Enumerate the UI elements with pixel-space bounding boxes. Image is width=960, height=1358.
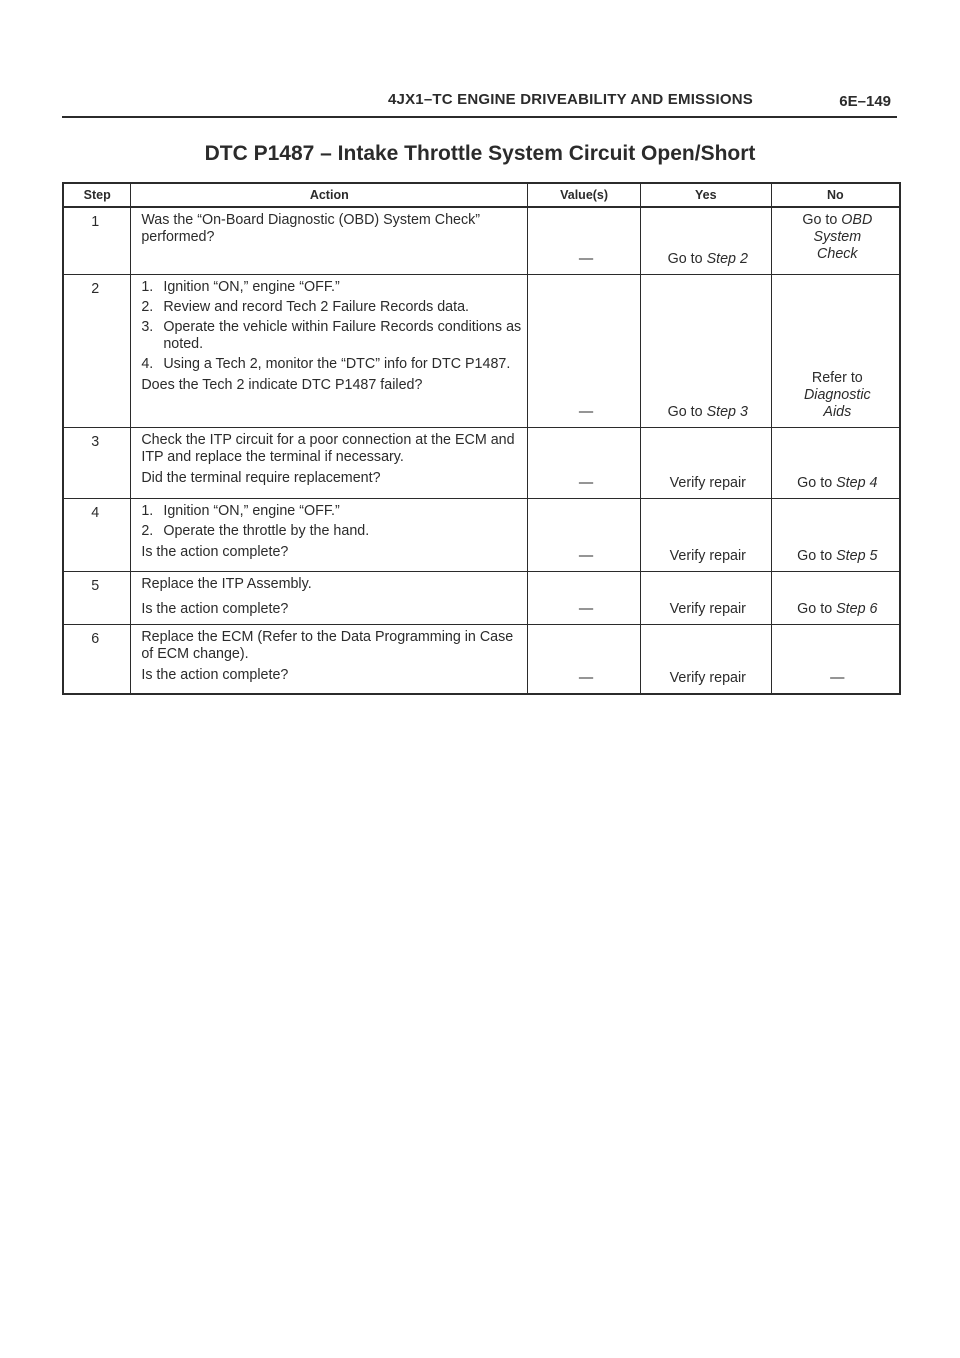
value-cell: —: [528, 571, 641, 624]
no-prefix: Refer to: [811, 369, 863, 386]
yes-cell: Verify repair: [640, 624, 771, 694]
yes-cell: Verify repair: [640, 498, 771, 571]
action-cell: [131, 207, 528, 274]
yes-prefix: Go to: [667, 250, 707, 267]
no-ref-2: System: [813, 229, 862, 245]
value-cell: —: [528, 498, 641, 571]
no-cell: —: [771, 624, 900, 694]
table-header-row: [63, 183, 900, 207]
step-number: 4: [63, 498, 131, 571]
list-item: 1. Ignition “ON,” engine “OFF.”: [141, 502, 340, 519]
section-title: 4JX1–TC ENGINE DRIVEABILITY AND EMISSIONS: [388, 91, 753, 108]
no-step-link: Step 5: [836, 547, 878, 564]
table-row: [63, 427, 900, 498]
document-title: DTC P1487 – Intake Throttle System Circuit Open/Short: [204, 142, 756, 165]
action-text: Replace the ECM (Refer to the Data Programming in Case of ECM change).: [141, 628, 514, 662]
action-cell: [131, 498, 528, 571]
action-steps-list: [141, 279, 521, 373]
no-ref-3: Check: [817, 246, 858, 262]
yes-cell: [640, 207, 771, 274]
action-cell: [131, 274, 528, 427]
yes-cell: Verify repair: [640, 571, 771, 624]
column-header-no: No: [771, 183, 900, 207]
list-item: 4. Using a Tech 2, monitor the “DTC” info for DTC P1487.: [141, 355, 511, 372]
value-cell: —: [528, 624, 641, 694]
column-header-step: Step: [63, 183, 131, 207]
no-ref-2: Aids: [823, 403, 852, 420]
no-prefix: Go to: [797, 600, 837, 617]
action-cell: [131, 624, 528, 694]
page-header: [62, 88, 897, 118]
action-question: Is the action complete?: [141, 666, 289, 683]
action-cell: [131, 571, 528, 624]
yes-prefix: Go to: [667, 403, 707, 420]
action-text: Check the ITP circuit for a poor connection at the ECM and ITP and replace the terminal if necessary.: [141, 431, 515, 465]
yes-step-link: Step 2: [706, 250, 748, 267]
yes-step-link: Step 3: [706, 403, 748, 420]
list-item: 1. Ignition “ON,” engine “OFF.”: [141, 278, 340, 295]
no-prefix: Go to: [802, 212, 842, 228]
list-item: 2. Operate the throttle by the hand.: [141, 522, 370, 539]
table-row: [63, 624, 900, 694]
yes-cell: Verify repair: [640, 427, 771, 498]
step-number: 3: [63, 427, 131, 498]
diagnostic-procedure-table: [62, 182, 901, 695]
table-row: [63, 274, 900, 427]
action-question: Did the terminal require replacement?: [141, 469, 381, 486]
no-cell: [771, 274, 900, 427]
step-number: 5: [63, 571, 131, 624]
action-cell: [131, 427, 528, 498]
page-number: 6E–149: [839, 93, 891, 110]
action-question: Does the Tech 2 indicate DTC P1487 failed?: [141, 376, 423, 393]
value-cell: —: [528, 427, 641, 498]
column-header-yes: Yes: [640, 183, 771, 207]
action-question: Is the action complete?: [141, 600, 289, 617]
no-step-link: Step 4: [836, 474, 878, 491]
value-cell: —: [528, 207, 641, 274]
no-cell: [771, 571, 900, 624]
table-row: [63, 498, 900, 571]
step-number: 2: [63, 274, 131, 427]
no-step-link: Step 6: [836, 600, 878, 617]
step-number: 1: [63, 207, 131, 274]
yes-cell: [640, 274, 771, 427]
no-cell: [771, 427, 900, 498]
no-cell: [771, 207, 900, 274]
action-text: Was the “On-Board Diagnostic (OBD) System Check” performed?: [141, 212, 481, 245]
value-cell: —: [528, 274, 641, 427]
step-number: 6: [63, 624, 131, 694]
column-header-values: Value(s): [528, 183, 641, 207]
action-question: Is the action complete?: [141, 543, 289, 560]
action-steps-list: [141, 503, 521, 540]
list-item: 2. Review and record Tech 2 Failure Records data.: [141, 298, 470, 315]
no-ref-1: Diagnostic: [803, 386, 871, 403]
column-header-action: Action: [131, 183, 528, 207]
no-prefix: Go to: [797, 474, 837, 491]
table-row: [63, 207, 900, 274]
no-cell: [771, 498, 900, 571]
action-text: Replace the ITP Assembly.: [141, 575, 312, 592]
table-row: [63, 571, 900, 624]
no-prefix: Go to: [797, 547, 837, 564]
list-item: 3. Operate the vehicle within Failure Records conditions as noted.: [141, 318, 522, 352]
no-ref-1: OBD: [841, 212, 873, 228]
